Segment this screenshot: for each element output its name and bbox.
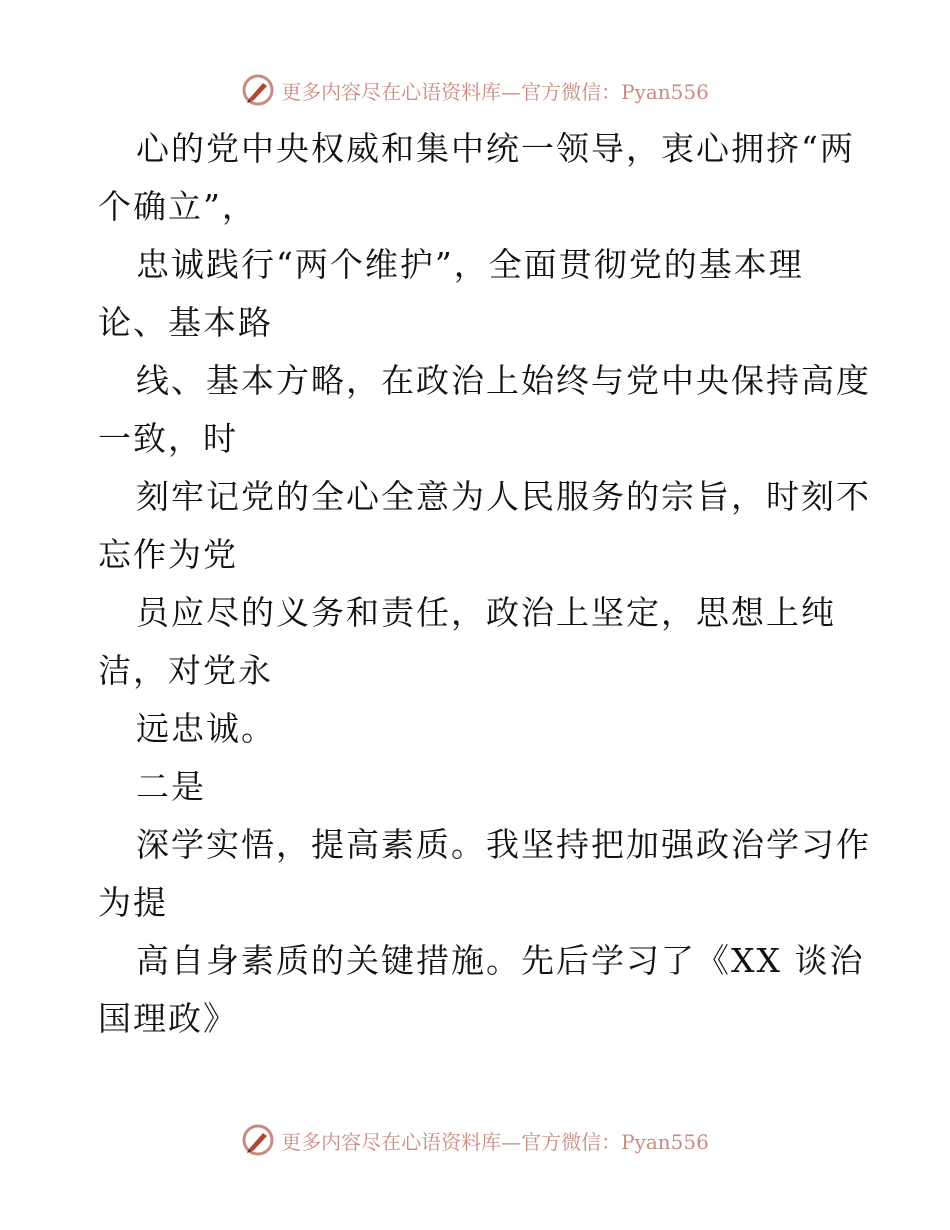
body-text-line: 个确立”， bbox=[98, 187, 257, 226]
body-text-line: 高自身素质的关键措施。先后学习了《XX 谈治 bbox=[136, 941, 865, 980]
body-text-line: 一致，时 bbox=[98, 419, 238, 458]
body-text-line: 线、基本方略，在政治上始终与党中央保持高度 bbox=[136, 361, 871, 400]
body-text-line: 刻牢记党的全心全意为人民服务的宗旨，时刻不 bbox=[136, 477, 871, 516]
body-text-line: 远忠诚。 bbox=[136, 709, 276, 748]
body-text-line: 心的党中央权威和集中统一领导，衷心拥挤“两 bbox=[136, 129, 855, 168]
footer-banner-text: 更多内容尽在心语资料库—官方微信：Pyan556 bbox=[281, 1129, 709, 1154]
body-text-line: 国理政》 bbox=[98, 999, 238, 1038]
body-text-line: 员应尽的义务和责任，政治上坚定，思想上纯 bbox=[136, 593, 836, 632]
body-text-line: 深学实悟，提高素质。我坚持把加强政治学习作 bbox=[136, 825, 871, 864]
body-text-line: 忠诚践行“两个维护”，全面贯彻党的基本理 bbox=[136, 245, 804, 284]
footer-banner bbox=[0, 1120, 950, 1160]
body-text-line: 忘作为党 bbox=[98, 535, 238, 574]
pen-logo-icon bbox=[241, 1123, 275, 1157]
document-body bbox=[98, 120, 871, 1048]
header-banner-text: 更多内容尽在心语资料库—官方微信：Pyan556 bbox=[281, 79, 709, 104]
body-text-line: 洁，对党永 bbox=[98, 651, 273, 690]
body-text-line: 二是 bbox=[136, 767, 206, 806]
header-banner bbox=[0, 70, 950, 110]
body-text-line: 为提 bbox=[98, 883, 168, 922]
body-text-line: 论、基本路 bbox=[98, 303, 273, 342]
pen-logo-icon bbox=[241, 73, 275, 107]
